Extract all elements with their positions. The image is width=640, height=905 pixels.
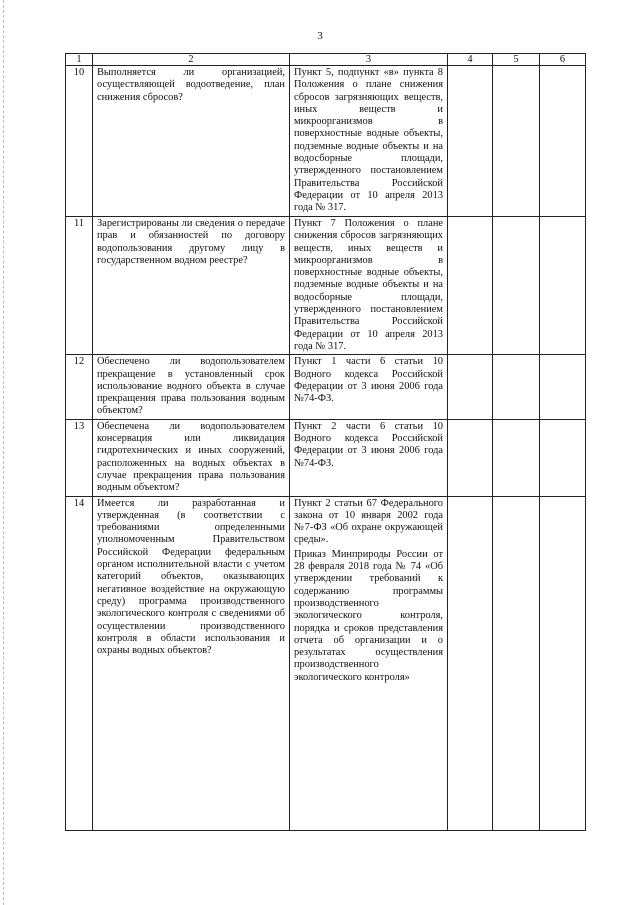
reference-text: Пункт 2 части 6 статьи 10 Водного кодекса Российской Федерации от 3 июня 2006 года №74-ФЗ. — [294, 420, 443, 469]
reference-text: Пункт 7 Положения о плане снижения сбросов загрязняющих веществ, иных веществ и микроорганизмов в поверхностные водные объекты, подземные водные объекты и на водосборные площади, утвержденного постановлением Правительства Российской Федерации от 10 апреля 2013 года № 317. — [294, 218, 443, 352]
question-cell: Выполняется ли организацией, осуществляющей водоотведение, план снижения сбросов? — [93, 66, 290, 217]
answer-cell — [493, 217, 540, 355]
reference-cell — [290, 355, 448, 419]
row-number: 10 — [66, 66, 93, 217]
table-row — [66, 496, 586, 830]
column-header: 1 — [66, 54, 93, 66]
answer-cell — [540, 66, 586, 217]
question-cell: Зарегистрированы ли сведения о передаче прав и обязанностей по договору водопользования другому лицу в государственном водном реестре? — [93, 217, 290, 355]
question-cell: Имеется ли разработанная и утвержденная (в соответствии с требованиями определенными уполномоченным Правительством Российской Федерации федеральным органом исполнительной власти с учетом категорий объектов, оказывающих негативное воздействие на окружающую среду) программа производственного экологического контроля с сведениями об осуществлении производственного контроля в области использования и охраны водных объектов? — [93, 496, 290, 830]
page-number: 3 — [317, 30, 323, 42]
answer-cell — [540, 217, 586, 355]
column-header: 5 — [493, 54, 540, 66]
reference-text: Приказ Минприроды России от 28 февраля 2018 года № 74 «Об утверждении требований к содержанию программы производственного экологического контроля, порядка и сроков представления отчета об организации и о результатах осуществления производственного экологического контроля» — [294, 548, 443, 683]
column-header: 3 — [290, 54, 448, 66]
row-number: 11 — [66, 217, 93, 355]
answer-cell — [540, 496, 586, 830]
answer-cell — [493, 496, 540, 830]
answer-cell — [448, 419, 493, 496]
table-row — [66, 419, 586, 496]
row-number: 13 — [66, 419, 93, 496]
answer-cell — [493, 66, 540, 217]
answer-cell — [448, 355, 493, 419]
reference-cell — [290, 66, 448, 217]
question-cell: Обеспечено ли водопользователем прекращение в установленный срок использование водного объекта в случае прекращения права пользования водным объектом? — [93, 355, 290, 419]
column-header: 6 — [540, 54, 586, 66]
table-row — [66, 66, 586, 217]
answer-cell — [448, 496, 493, 830]
answer-cell — [540, 419, 586, 496]
checklist-table — [65, 53, 586, 831]
reference-text: Пункт 5, подпункт «в» пункта 8 Положения о плане снижения сбросов загрязняющих веществ, иных веществ и микроорганизмов в поверхностные водные объекты, подземные водные объекты и на водосборные площади, утвержденного постановлением Правительства Российской Федерации от 10 апреля 2013 года № 317. — [294, 67, 443, 214]
header-row — [66, 54, 586, 66]
table-row — [66, 217, 586, 355]
column-header: 4 — [448, 54, 493, 66]
reference-text: Пункт 1 части 6 статьи 10 Водного кодекса Российской Федерации от 3 июня 2006 года №74-ФЗ. — [294, 356, 443, 405]
page-margin-line — [3, 0, 4, 905]
answer-cell — [448, 217, 493, 355]
answer-cell — [540, 355, 586, 419]
answer-cell — [493, 355, 540, 419]
answer-cell — [493, 419, 540, 496]
question-cell: Обеспечена ли водопользователем консервация или ликвидация гидротехнических и иных сооружений, расположенных на водных объектах в случае прекращения права пользования водным объектом? — [93, 419, 290, 496]
answer-cell — [448, 66, 493, 217]
reference-cell — [290, 419, 448, 496]
reference-cell — [290, 217, 448, 355]
reference-text: Пункт 2 статьи 67 Федерального закона от 10 января 2002 года №7-ФЗ «Об охране окружающей среды». — [294, 497, 443, 546]
row-number: 12 — [66, 355, 93, 419]
table-row — [66, 355, 586, 419]
column-header: 2 — [93, 54, 290, 66]
row-number: 14 — [66, 496, 93, 830]
reference-cell — [290, 496, 448, 830]
